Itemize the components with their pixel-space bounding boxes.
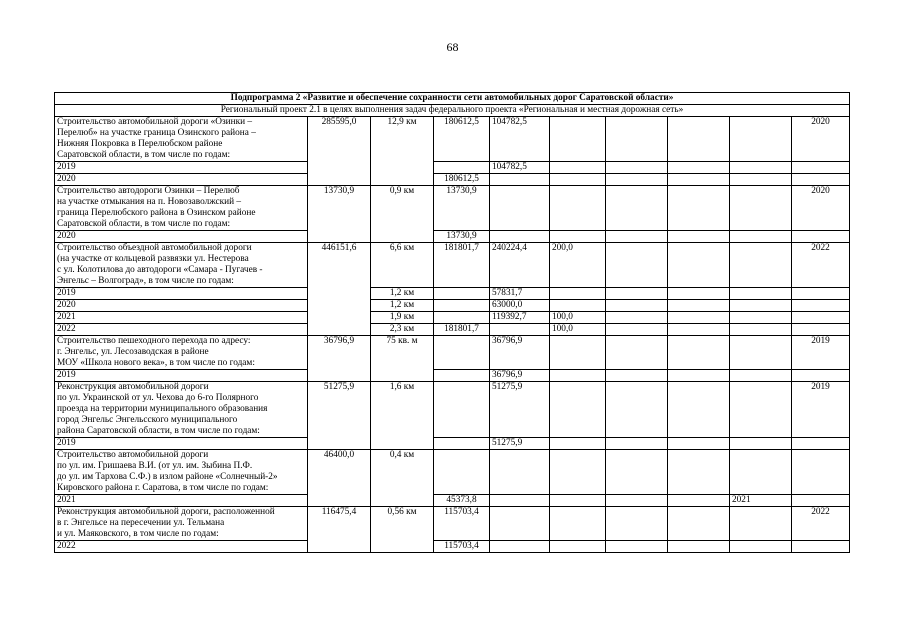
year-funding-col4: 13730,9 bbox=[434, 231, 490, 243]
project-length: 12,9 км bbox=[371, 117, 434, 162]
year-row bbox=[55, 324, 850, 336]
year-total-cost bbox=[308, 231, 371, 243]
project-funding-col8 bbox=[668, 117, 730, 162]
project-funding-col4: 115703,4 bbox=[434, 507, 490, 541]
project-name-line: МОУ «Школа нового века», в том числе по годам: bbox=[57, 358, 255, 368]
year-row bbox=[55, 162, 850, 174]
year-funding-col9 bbox=[730, 312, 792, 324]
project-funding-col4: 180612,5 bbox=[434, 117, 490, 162]
project-funding-col5: 51275,9 bbox=[490, 382, 550, 438]
year-completion-year bbox=[792, 312, 850, 324]
year-label: 2022 bbox=[55, 541, 308, 553]
project-funding-col7 bbox=[606, 243, 668, 288]
project-name-line: Строительство пешеходного перехода по адресу: bbox=[57, 336, 251, 346]
year-label: 2020 bbox=[55, 174, 308, 186]
project-row bbox=[55, 507, 850, 541]
project-length: 0,4 км bbox=[371, 450, 434, 495]
year-funding-col8 bbox=[668, 231, 730, 243]
project-funding-col4: 181801,7 bbox=[434, 243, 490, 288]
year-funding-col6 bbox=[550, 541, 606, 553]
project-funding-col6 bbox=[550, 507, 606, 541]
year-funding-col6 bbox=[550, 300, 606, 312]
year-label: 2020 bbox=[55, 300, 308, 312]
year-completion-year bbox=[792, 288, 850, 300]
year-length bbox=[371, 541, 434, 553]
year-funding-col9 bbox=[730, 231, 792, 243]
year-funding-col7 bbox=[606, 312, 668, 324]
year-funding-col9 bbox=[730, 162, 792, 174]
project-funding-col4 bbox=[434, 450, 490, 495]
project-total-cost: 46400,0 bbox=[308, 450, 371, 495]
year-length bbox=[371, 231, 434, 243]
project-funding-col7 bbox=[606, 450, 668, 495]
year-length: 1,9 км bbox=[371, 312, 434, 324]
project-length: 6,6 км bbox=[371, 243, 434, 288]
project-funding-col8 bbox=[668, 450, 730, 495]
year-funding-col7 bbox=[606, 162, 668, 174]
project-funding-col5: 104782,5 bbox=[490, 117, 550, 162]
project-funding-col8 bbox=[668, 336, 730, 370]
year-funding-col9 bbox=[730, 324, 792, 336]
year-funding-col8 bbox=[668, 162, 730, 174]
year-completion-year bbox=[792, 300, 850, 312]
year-length bbox=[371, 495, 434, 507]
subprogram-title: Подпрограмма 2 «Развитие и обеспечение сохранности сети автомобильных дорог Саратовской области» bbox=[55, 93, 850, 105]
project-funding-col6 bbox=[550, 450, 606, 495]
project-funding-col9 bbox=[730, 243, 792, 288]
year-label: 2019 bbox=[55, 370, 308, 382]
year-funding-col8 bbox=[668, 438, 730, 450]
project-name-line: (на участке от кольцевой развязки ул. Нестерова bbox=[57, 254, 249, 264]
year-total-cost bbox=[308, 300, 371, 312]
project-funding-col5 bbox=[490, 507, 550, 541]
year-funding-col8 bbox=[668, 312, 730, 324]
year-funding-col6 bbox=[550, 370, 606, 382]
year-funding-col5 bbox=[490, 541, 550, 553]
year-total-cost bbox=[308, 312, 371, 324]
year-total-cost bbox=[308, 288, 371, 300]
year-label: 2022 bbox=[55, 324, 308, 336]
project-funding-col6 bbox=[550, 336, 606, 370]
year-row bbox=[55, 231, 850, 243]
project-total-cost: 13730,9 bbox=[308, 186, 371, 231]
year-funding-col5: 63000,0 bbox=[490, 300, 550, 312]
year-funding-col5 bbox=[490, 231, 550, 243]
year-row bbox=[55, 174, 850, 186]
project-funding-col6 bbox=[550, 117, 606, 162]
year-funding-col4 bbox=[434, 370, 490, 382]
year-length bbox=[371, 438, 434, 450]
year-funding-col7 bbox=[606, 438, 668, 450]
year-funding-col8 bbox=[668, 288, 730, 300]
year-funding-col4 bbox=[434, 438, 490, 450]
year-funding-col6 bbox=[550, 162, 606, 174]
project-name bbox=[55, 117, 308, 162]
year-length: 1,2 км bbox=[371, 288, 434, 300]
year-total-cost bbox=[308, 162, 371, 174]
year-funding-col7 bbox=[606, 541, 668, 553]
year-funding-col8 bbox=[668, 495, 730, 507]
project-name bbox=[55, 382, 308, 438]
year-length: 1,2 км bbox=[371, 300, 434, 312]
project-name-line: Кировского района г. Саратова, в том числе по годам: bbox=[57, 483, 269, 493]
year-funding-col9 bbox=[730, 174, 792, 186]
project-funding-col4 bbox=[434, 336, 490, 370]
year-funding-col7 bbox=[606, 495, 668, 507]
year-label: 2020 bbox=[55, 231, 308, 243]
project-completion-year: 2022 bbox=[792, 507, 850, 541]
year-completion-year bbox=[792, 438, 850, 450]
year-funding-col5 bbox=[490, 174, 550, 186]
year-funding-col7 bbox=[606, 370, 668, 382]
project-completion-year: 2019 bbox=[792, 336, 850, 370]
project-name bbox=[55, 186, 308, 231]
project-funding-col5: 36796,9 bbox=[490, 336, 550, 370]
year-funding-col6 bbox=[550, 174, 606, 186]
project-funding-col4: 13730,9 bbox=[434, 186, 490, 231]
year-funding-col6 bbox=[550, 495, 606, 507]
year-row bbox=[55, 300, 850, 312]
project-name-line: граница Перелюбского района в Озинском районе bbox=[57, 208, 256, 218]
year-label: 2019 bbox=[55, 162, 308, 174]
project-completion-year: 2019 bbox=[792, 382, 850, 438]
project-funding-col5 bbox=[490, 186, 550, 231]
year-funding-col7 bbox=[606, 324, 668, 336]
year-funding-col9: 2021 bbox=[730, 495, 792, 507]
project-row bbox=[55, 382, 850, 438]
project-name-line: Нижняя Покровка в Перелюбском районе bbox=[57, 139, 223, 149]
project-name-line: с ул. Колотилова до автодороги «Самара - Пугачев - bbox=[57, 265, 263, 275]
year-funding-col9 bbox=[730, 300, 792, 312]
year-funding-col6: 100,0 bbox=[550, 324, 606, 336]
year-row bbox=[55, 541, 850, 553]
year-label: 2021 bbox=[55, 312, 308, 324]
project-funding-col9 bbox=[730, 382, 792, 438]
year-funding-col6 bbox=[550, 438, 606, 450]
year-funding-col4: 115703,4 bbox=[434, 541, 490, 553]
project-name-line: город Энгельс Энгельсского муниципального bbox=[57, 415, 238, 425]
project-funding-col6 bbox=[550, 382, 606, 438]
year-row bbox=[55, 370, 850, 382]
project-funding-col9 bbox=[730, 507, 792, 541]
year-funding-col4: 45373,8 bbox=[434, 495, 490, 507]
project-total-cost: 51275,9 bbox=[308, 382, 371, 438]
year-completion-year bbox=[792, 495, 850, 507]
year-funding-col9 bbox=[730, 288, 792, 300]
year-funding-col5: 104782,5 bbox=[490, 162, 550, 174]
subprogram-header-row bbox=[55, 93, 850, 105]
project-total-cost: 285595,0 bbox=[308, 117, 371, 162]
project-name-line: Строительство объездной автомобильной дороги bbox=[57, 243, 252, 253]
year-funding-col4 bbox=[434, 288, 490, 300]
year-funding-col6 bbox=[550, 231, 606, 243]
year-funding-col7 bbox=[606, 231, 668, 243]
regional-project-title: Региональный проект 2.1 в целях выполнения задач федерального проекта «Региональная и местная дорожная сеть» bbox=[55, 105, 850, 117]
project-completion-year bbox=[792, 450, 850, 495]
year-funding-col4 bbox=[434, 162, 490, 174]
project-name-line: Строительство автодороги Озинки – Перелюб bbox=[57, 186, 240, 196]
page-number: 68 bbox=[446, 40, 459, 54]
project-name-line: и ул. Маяковского, в том числе по годам: bbox=[57, 529, 219, 539]
year-funding-col4: 180612,5 bbox=[434, 174, 490, 186]
project-name-line: на участке отмыкания на п. Новозаволжский – bbox=[57, 197, 242, 207]
year-funding-col9 bbox=[730, 541, 792, 553]
year-length: 2,3 км bbox=[371, 324, 434, 336]
year-funding-col6 bbox=[550, 288, 606, 300]
year-completion-year bbox=[792, 162, 850, 174]
year-row bbox=[55, 438, 850, 450]
project-total-cost: 36796,9 bbox=[308, 336, 371, 370]
year-completion-year bbox=[792, 541, 850, 553]
project-total-cost: 446151,6 bbox=[308, 243, 371, 288]
project-name bbox=[55, 507, 308, 541]
year-funding-col5: 36796,9 bbox=[490, 370, 550, 382]
project-funding-col6: 200,0 bbox=[550, 243, 606, 288]
project-total-cost: 116475,4 bbox=[308, 507, 371, 541]
year-funding-col8 bbox=[668, 174, 730, 186]
project-funding-col5 bbox=[490, 450, 550, 495]
year-funding-col7 bbox=[606, 300, 668, 312]
project-row bbox=[55, 243, 850, 288]
project-funding-col4 bbox=[434, 382, 490, 438]
year-funding-col9 bbox=[730, 438, 792, 450]
year-funding-col4: 181801,7 bbox=[434, 324, 490, 336]
year-label: 2021 bbox=[55, 495, 308, 507]
program-table bbox=[54, 92, 850, 553]
project-funding-col8 bbox=[668, 186, 730, 231]
project-name-line: проезда на территории муниципального образования bbox=[57, 404, 268, 414]
project-completion-year: 2022 bbox=[792, 243, 850, 288]
project-row bbox=[55, 117, 850, 162]
year-row bbox=[55, 495, 850, 507]
project-name-line: Энгельс – Волгоград», в том числе по годам: bbox=[57, 276, 234, 286]
project-name-line: Строительство автомобильной дороги bbox=[57, 450, 209, 460]
project-name bbox=[55, 336, 308, 370]
year-funding-col8 bbox=[668, 541, 730, 553]
project-funding-col7 bbox=[606, 507, 668, 541]
project-name bbox=[55, 243, 308, 288]
year-row bbox=[55, 288, 850, 300]
project-name-line: по ул. Украинской от ул. Чехова до 6-го Полярного bbox=[57, 393, 259, 403]
project-name-line: Саратовской области, в том числе по годам: bbox=[57, 219, 231, 229]
project-row bbox=[55, 336, 850, 370]
project-name-line: г. Энгельс, ул. Лесозаводская в районе bbox=[57, 347, 209, 357]
project-name-line: района Саратовской области, в том числе по годам: bbox=[57, 426, 260, 436]
year-funding-col5 bbox=[490, 324, 550, 336]
year-funding-col5: 119392,7 bbox=[490, 312, 550, 324]
year-label: 2019 bbox=[55, 438, 308, 450]
project-completion-year: 2020 bbox=[792, 186, 850, 231]
project-funding-col8 bbox=[668, 243, 730, 288]
year-total-cost bbox=[308, 174, 371, 186]
year-funding-col5 bbox=[490, 495, 550, 507]
year-funding-col7 bbox=[606, 174, 668, 186]
year-completion-year bbox=[792, 324, 850, 336]
project-funding-col9 bbox=[730, 450, 792, 495]
year-length bbox=[371, 174, 434, 186]
project-funding-col8 bbox=[668, 382, 730, 438]
project-funding-col9 bbox=[730, 186, 792, 231]
project-name bbox=[55, 450, 308, 495]
project-funding-col7 bbox=[606, 382, 668, 438]
year-funding-col8 bbox=[668, 370, 730, 382]
project-name-line: Саратовской области, в том числе по годам: bbox=[57, 150, 231, 160]
year-total-cost bbox=[308, 495, 371, 507]
year-completion-year bbox=[792, 370, 850, 382]
project-name-line: по ул. им. Гришаева В.И. (от ул. им. Зыбина П.Ф. bbox=[57, 461, 253, 471]
project-name-line: до ул. им Тархова С.Ф.) в излом районе «Солнечный-2» bbox=[57, 472, 278, 482]
year-funding-col7 bbox=[606, 288, 668, 300]
project-funding-col7 bbox=[606, 117, 668, 162]
year-total-cost bbox=[308, 541, 371, 553]
project-name-line: Перелюб» на участке граница Озинского района – bbox=[57, 128, 256, 138]
year-funding-col5: 57831,7 bbox=[490, 288, 550, 300]
year-row bbox=[55, 312, 850, 324]
project-name-line: в г. Энгельсе на пересечении ул. Тельмана bbox=[57, 518, 225, 528]
project-funding-col7 bbox=[606, 186, 668, 231]
year-funding-col4 bbox=[434, 300, 490, 312]
year-funding-col8 bbox=[668, 324, 730, 336]
year-label: 2019 bbox=[55, 288, 308, 300]
year-funding-col9 bbox=[730, 370, 792, 382]
project-row bbox=[55, 450, 850, 495]
project-name-line: Реконструкция автомобильной дороги bbox=[57, 382, 209, 392]
year-length bbox=[371, 370, 434, 382]
project-funding-col8 bbox=[668, 507, 730, 541]
project-name-line: Реконструкция автомобильной дороги, расположенной bbox=[57, 507, 275, 517]
project-funding-col9 bbox=[730, 117, 792, 162]
year-completion-year bbox=[792, 231, 850, 243]
project-funding-col9 bbox=[730, 336, 792, 370]
project-name-line: Строительство автомобильной дороги «Озинки – bbox=[57, 117, 253, 127]
project-length: 0,9 км bbox=[371, 186, 434, 231]
project-funding-col7 bbox=[606, 336, 668, 370]
year-total-cost bbox=[308, 370, 371, 382]
project-row bbox=[55, 186, 850, 231]
project-length: 1,6 км bbox=[371, 382, 434, 438]
project-completion-year: 2020 bbox=[792, 117, 850, 162]
year-funding-col4 bbox=[434, 312, 490, 324]
project-funding-col6 bbox=[550, 186, 606, 231]
year-funding-col5: 51275,9 bbox=[490, 438, 550, 450]
year-completion-year bbox=[792, 174, 850, 186]
year-total-cost bbox=[308, 438, 371, 450]
year-length bbox=[371, 162, 434, 174]
regional-project-row bbox=[55, 105, 850, 117]
project-funding-col5: 240224,4 bbox=[490, 243, 550, 288]
year-funding-col6: 100,0 bbox=[550, 312, 606, 324]
year-funding-col8 bbox=[668, 300, 730, 312]
year-total-cost bbox=[308, 324, 371, 336]
project-length: 0,56 км bbox=[371, 507, 434, 541]
project-length: 75 кв. м bbox=[371, 336, 434, 370]
